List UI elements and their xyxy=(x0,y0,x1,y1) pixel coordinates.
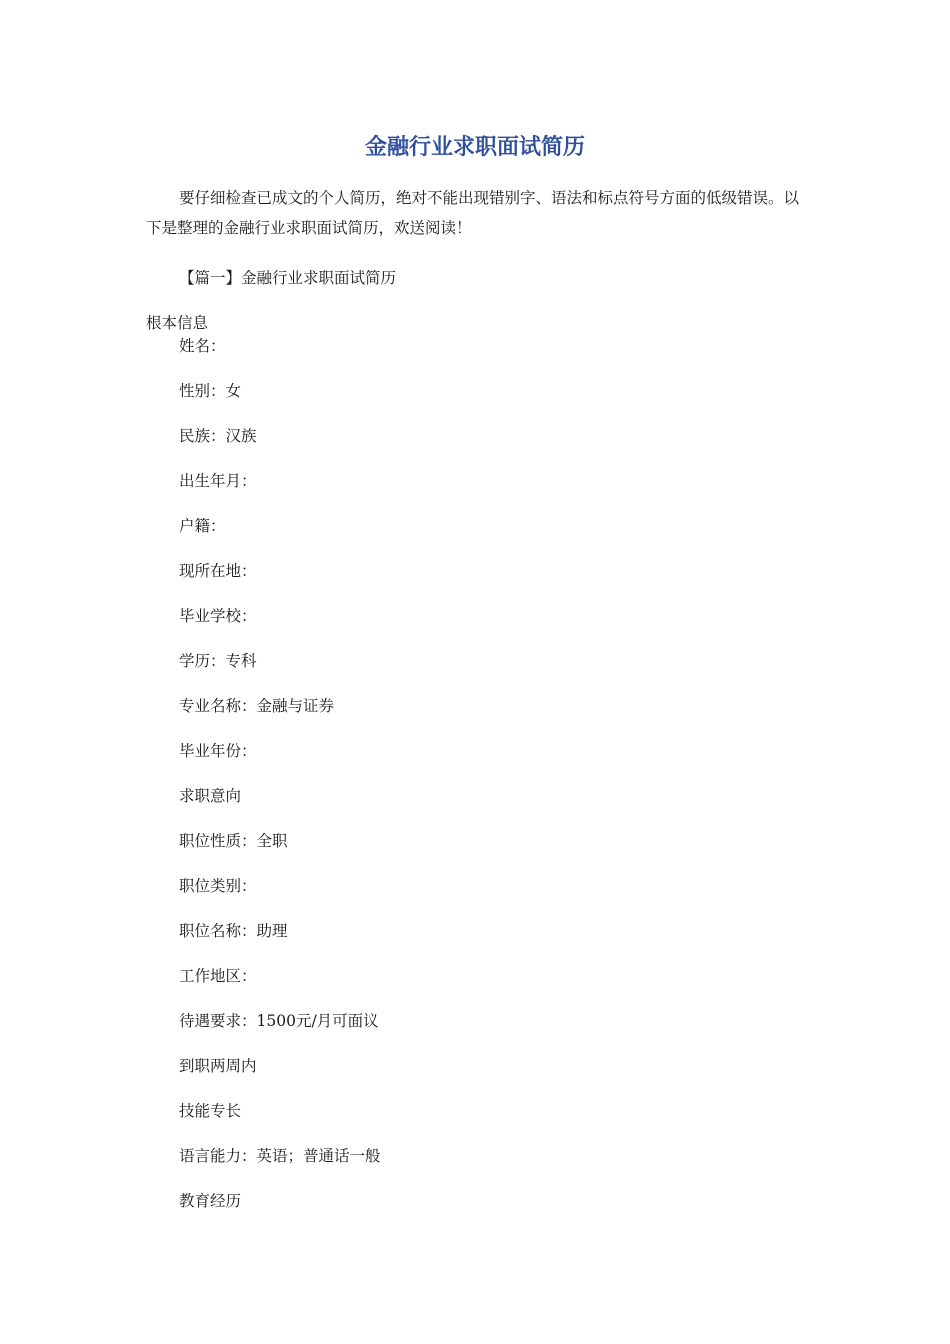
field-work-area: 工作地区： xyxy=(179,967,257,985)
field-name: 姓名： xyxy=(179,337,226,355)
field-birth-date: 出生年月： xyxy=(179,472,257,490)
field-position-type: 职位性质：全职 xyxy=(179,832,288,850)
field-start-time: 到职两周内 xyxy=(179,1057,257,1075)
heading-skills: 技能专长 xyxy=(179,1102,242,1120)
section-heading: 【篇一】金融行业求职面试简历 xyxy=(179,269,397,287)
field-graduation-year: 毕业年份： xyxy=(179,742,257,760)
field-gender: 性别：女 xyxy=(179,382,242,400)
field-household-registration: 户籍： xyxy=(179,517,226,535)
heading-job-intention: 求职意向 xyxy=(179,787,242,805)
field-ethnicity: 民族：汉族 xyxy=(179,427,257,445)
basic-info-label: 根本信息 xyxy=(146,314,209,332)
field-position-name: 职位名称：助理 xyxy=(179,922,288,940)
field-school: 毕业学校： xyxy=(179,607,257,625)
field-major: 专业名称：金融与证券 xyxy=(179,697,335,715)
document-title: 金融行业求职面试简历 xyxy=(364,135,585,160)
field-education: 学历：专科 xyxy=(179,652,257,670)
field-position-category: 职位类别： xyxy=(179,877,257,895)
intro-paragraph: 要仔细检查已成文的个人简历，绝对不能出现错别字、语法和标点符号方面的低级错误。以下是整理的金融行业求职面试简历，欢送阅读！ xyxy=(146,189,800,237)
heading-education-history: 教育经历 xyxy=(179,1192,242,1210)
field-salary-requirement: 待遇要求：1500元/月可面议 xyxy=(179,1012,379,1030)
field-language-ability: 语言能力：英语；普通话一般 xyxy=(179,1147,381,1165)
field-current-location: 现所在地： xyxy=(179,562,257,580)
